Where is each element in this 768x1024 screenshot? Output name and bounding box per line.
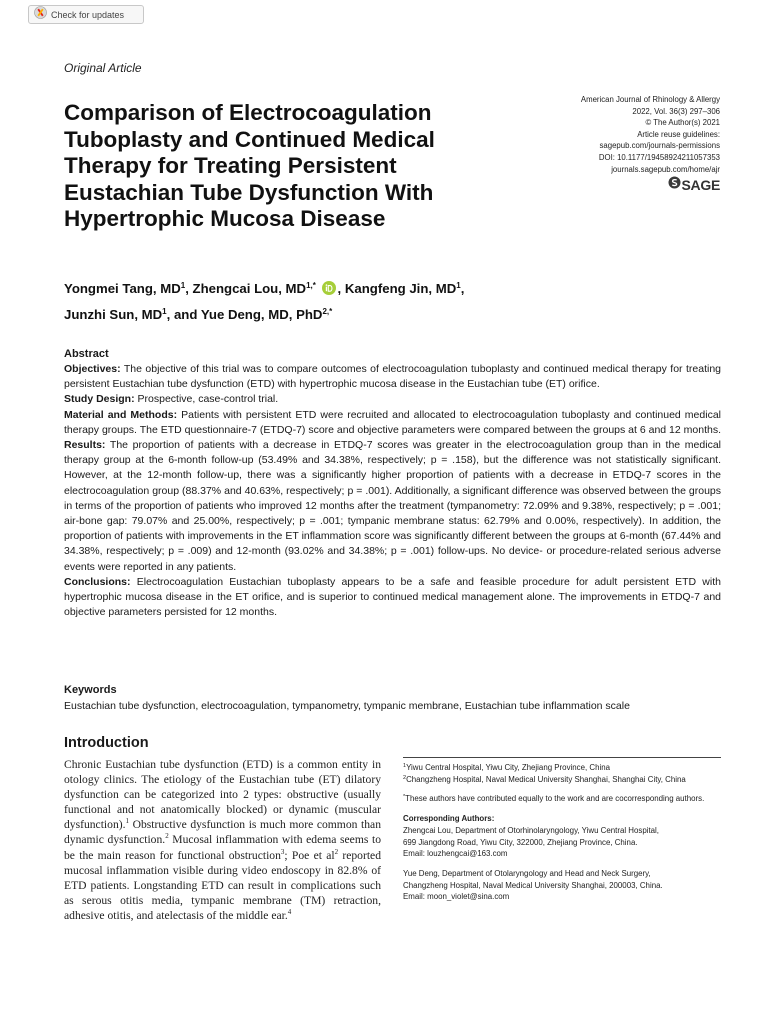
- author-name: Kangfeng Jin, MD: [344, 281, 457, 296]
- affiliation-mark: 1: [403, 763, 407, 769]
- copyright: © The Author(s) 2021: [645, 118, 720, 128]
- orcid-icon[interactable]: [322, 280, 336, 301]
- abstract: [64, 347, 721, 620]
- introduction-heading: Introduction: [64, 735, 149, 751]
- abstract-objectives: [64, 362, 721, 392]
- sage-logo-text: SAGE: [681, 177, 720, 193]
- abstract-text: Prospective, case-control trial.: [137, 393, 279, 406]
- journal-home-link[interactable]: journals.sagepub.com/home/ajr: [611, 164, 720, 174]
- title-line: Eustachian Tube Dysfunction With: [64, 179, 434, 205]
- footnote-divider: [403, 757, 721, 758]
- author-name: Yongmei Tang, MD: [64, 281, 181, 296]
- corresponding-author: [403, 825, 721, 860]
- abstract-label: Results:: [64, 439, 106, 452]
- abstract-text: The objective of this trial was to compare outcomes of electrocoagulation tuboplasty and continued medical therapy for treating persistent Eustachian tube dysfunction (ETD) with hypertrophic mucosa disease in the Eustachian tube (ET) orifice.: [64, 363, 721, 391]
- title-line: Comparison of Electrocoagulation: [64, 100, 432, 125]
- author-name: and Yue Deng, MD, PhD: [173, 307, 323, 322]
- keywords-section: [64, 683, 724, 714]
- affiliation-mark: 2: [403, 774, 407, 781]
- citation-ref[interactable]: 2: [165, 832, 169, 841]
- abstract-label: Material and Methods:: [64, 408, 178, 421]
- reuse-guidelines-label: Article reuse guidelines:: [637, 129, 720, 139]
- title-line: Hypertrophic Mucosa Disease: [64, 206, 386, 231]
- corresponding-address-line: Zhengcai Lou, Department of Otorhinolaryngology, Yiwu Central Hospital,: [403, 825, 659, 835]
- abstract-label: Conclusions:: [64, 575, 131, 588]
- author-affiliation-mark: 1: [180, 281, 186, 290]
- abstract-methods: [64, 408, 721, 438]
- corresponding-author: [403, 868, 721, 903]
- author-affiliation-mark: 1,*: [306, 281, 316, 290]
- abstract-text: Patients with persistent ETD were recruited and allocated to electrocoagulation tuboplasty and continued medical therapy groups. The ETD questionnaire-7 (ETDQ-7) score and objective parameters were compared between the groups at 6 and 12 months.: [64, 408, 721, 436]
- body-text: Mucosal inflammation with edema seems to be the main reason for functional obstruction: [64, 833, 381, 862]
- author-affiliation-mark: 2,*: [322, 307, 333, 316]
- corresponding-email[interactable]: Email: louzhengcai@163.com: [403, 849, 508, 859]
- author-list: Yongmei Tang, $MD^1$, Zhengcai Lou, $MD^{1,*}$ , Kangfeng Jin, $MD^1$, Junzhi Sun, $MD^1$, and Yue Deng, MD, PhD$^{2,*}$: [64, 281, 465, 322]
- footnote-mark: *: [403, 794, 406, 801]
- corresponding-address-line: 699 Jiangdong Road, Yiwu City, 322000, Zhejiang Province, China.: [403, 837, 638, 847]
- equal-contribution-note: [403, 793, 721, 805]
- corresponding-email[interactable]: Email: moon_violet@sina.com: [403, 892, 510, 902]
- corresponding-address-line: Changzheng Hospital, Naval Medical University Shanghai, 200003, China.: [403, 880, 663, 890]
- journal-volume: 2022, Vol. 36(3) 297–306: [632, 106, 720, 116]
- body-text: reported mucosal inflammation visible during video endoscopy in 82.8% of ETD patients. Longstanding ETD can result in complications such as serous otitis media, tympanic membrane (TM) retraction, adhesive otitis, and atelectasis of the middle ear.: [64, 848, 381, 922]
- abstract-results: [64, 438, 721, 575]
- crossmark-icon: [34, 6, 47, 24]
- abstract-text: Electrocoagulation Eustachian tuboplasty appears to be a safe and feasible procedure for adult persistent ETD with hypertrophic mucosa disease in the ET orifice, and is superior to continued medical management alone. The improvements in ETDQ-7 and objective parameters persisted for 12 months.: [64, 575, 721, 619]
- citation-ref[interactable]: 4: [287, 907, 292, 916]
- journal-name: American Journal of Rhinology & Allergy: [580, 95, 720, 104]
- author-name: Zhengcai Lou, MD: [192, 281, 307, 296]
- body-text: Chronic Eustachian tube dysfunction (ETD) is a common entity in otology clinics. The etiology of the Eustachian tube (ET) dilatory dysfunction can be categorized into 2 types: obstructive (usually functional and not anatomically blocked) or dynamic (muscular dysfunction).: [64, 758, 381, 832]
- affiliations: [403, 762, 721, 785]
- abstract-label: Objectives:: [64, 363, 121, 375]
- affiliation: Changzheng Hospital, Naval Medical University Shanghai, Shanghai City, China: [406, 774, 686, 784]
- article-type: Original Article: [64, 61, 142, 75]
- check-for-updates-label: Check for updates: [51, 9, 125, 20]
- corresponding-authors-heading: Corresponding Authors:: [403, 814, 495, 824]
- footnote-text: These authors have contributed equally to the work and are cocorresponding authors.: [405, 794, 705, 804]
- permissions-link[interactable]: sagepub.com/journals-permissions: [599, 141, 720, 151]
- author-affiliation-mark: 1: [456, 281, 461, 290]
- article-title: [64, 100, 484, 233]
- abstract-heading: Abstract: [64, 348, 109, 360]
- journal-info: [480, 94, 720, 175]
- abstract-text: The proportion of patients with a decrease in ETDQ-7 scores was greater in the electrocoagulation group than in the medical therapy group at the 6-month follow-up (53.49% and 34.38%, respectively; p = .158), but the difference was not statistically significant. However, at the 12-month follow-up, there was a significantly higher proportion of patients with a decrease in ETDQ-7 scores in the electrocoagulation group (88.37% and 40.63%, respectively; p = .001). Additionally, a significant difference was observed between the groups in terms of the proportion of patients who improved 12 months after the treatment (tympanometry: 72.09% and 9.38%, respectively; p = .001; air-bone gap: 79.07% and 25.00%, respectively; p = .001; tympanic membrane status: 62.79% and 0.00%, respectively). In addition, the proportion of patients with improvements in the ET inflammation score was significantly different between the groups at 6-month (67.44% and 34.38%, respectively; p = .009) and 12-month (93.02% and 34.38%; p = .001) follow-ups. No device- or procedure-related serious adverse events were reported in any patients.: [64, 439, 721, 573]
- keywords-heading: Keywords: [64, 684, 117, 696]
- author-affiliation-mark: 1: [162, 307, 167, 316]
- introduction-paragraph: [64, 757, 381, 923]
- author-name: Junzhi Sun, MD: [64, 307, 163, 322]
- affiliation: Yiwu Central Hospital, Yiwu City, Zhejiang Province, China: [406, 763, 610, 772]
- doi-link[interactable]: DOI: 10.1177/19458924211057353: [598, 152, 720, 162]
- citation-ref[interactable]: 2: [334, 847, 339, 856]
- abstract-study-design: [64, 392, 721, 407]
- citation-ref[interactable]: 3: [280, 847, 285, 856]
- abstract-conclusions: [64, 575, 721, 621]
- citation-ref[interactable]: 1: [125, 817, 130, 826]
- title-line: Therapy for Treating Persistent: [64, 153, 397, 178]
- check-for-updates-button[interactable]: [28, 5, 144, 24]
- footnotes: [403, 762, 721, 911]
- body-text: Obstructive dysfunction is much more common than dynamic dysfunction.: [64, 818, 381, 847]
- keywords-list: Eustachian tube dysfunction, electrocoagulation, tympanometry, tympanic membrane, Eustachian tube inflammation scale: [64, 700, 630, 712]
- title-line: Tuboplasty and Continued Medical: [64, 126, 435, 152]
- corresponding-address-line: Yue Deng, Department of Otolaryngology and Head and Neck Surgery,: [403, 868, 651, 878]
- sage-logo: [668, 176, 720, 194]
- body-text: ; Poe et al: [284, 848, 335, 862]
- sage-emblem-icon: [668, 176, 681, 194]
- abstract-label: Study Design:: [64, 393, 135, 406]
